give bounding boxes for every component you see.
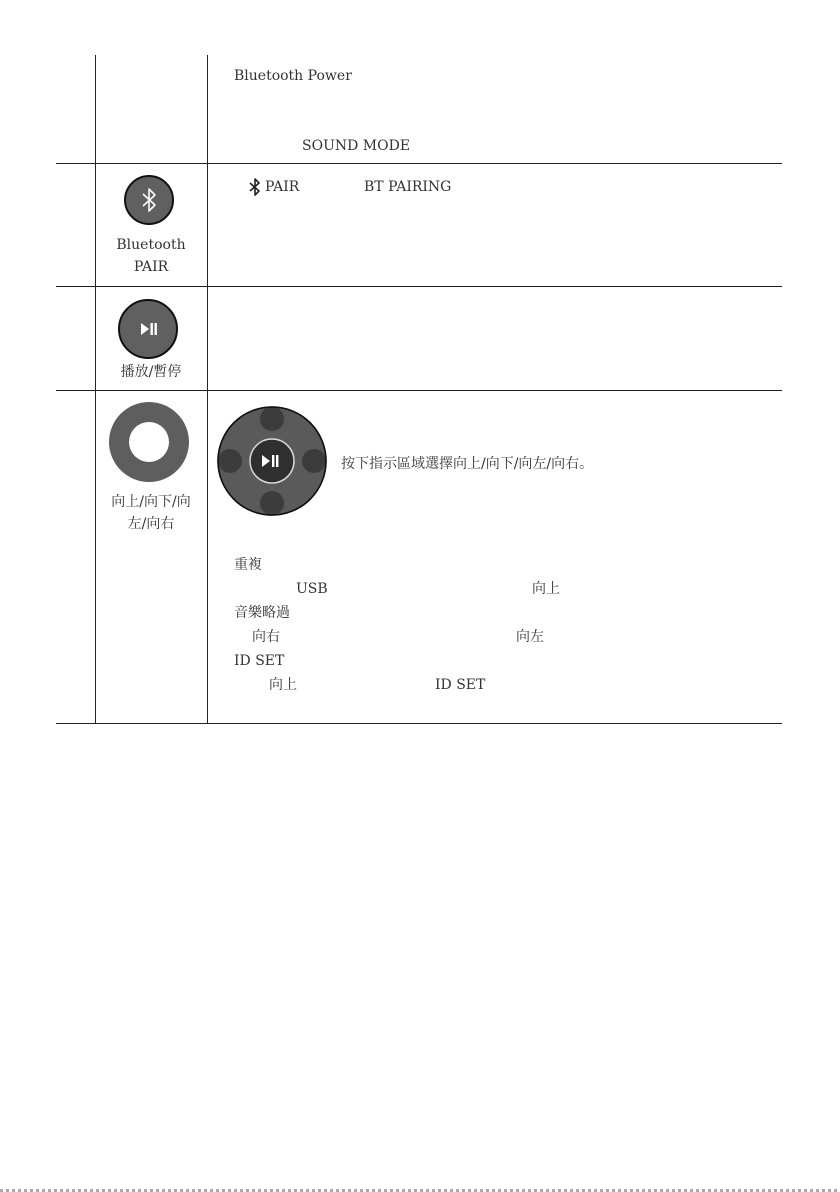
- repeat-up: 向上: [532, 581, 560, 597]
- dpad-right-area: [302, 449, 326, 473]
- function-table: [56, 55, 782, 724]
- row-divider-bottom: [56, 723, 782, 724]
- direction-caption-line1: 向上/向下/向: [111, 494, 191, 510]
- skip-right: 向右: [252, 629, 280, 645]
- bluetooth-power-text: Bluetooth Power: [234, 68, 352, 84]
- bluetooth-caption-line2: PAIR: [133, 259, 169, 275]
- direction-caption: [95, 491, 207, 535]
- bluetooth-icon: [126, 177, 172, 223]
- sound-mode-text: SOUND MODE: [302, 138, 411, 154]
- skip-left: 向左: [516, 629, 544, 645]
- bluetooth-caption-line1: Bluetooth: [116, 237, 186, 253]
- repeat-title: 重複: [234, 557, 262, 573]
- skip-title: 音樂略過: [234, 605, 290, 621]
- repeat-usb: USB: [296, 581, 328, 597]
- bt-pairing-text: BT PAIRING: [364, 179, 452, 195]
- idset-up: 向上: [269, 677, 297, 693]
- bluetooth-inline-icon: [249, 178, 261, 196]
- play-pause-button[interactable]: [118, 299, 178, 359]
- direction-button[interactable]: [109, 402, 189, 482]
- bluetooth-pair-button[interactable]: [124, 175, 174, 225]
- dpad-illustration: [216, 405, 328, 517]
- dpad-down-area: [260, 491, 284, 515]
- dpad-instruction: 按下指示區域選擇向上/向下/向左/向右。: [341, 456, 594, 472]
- row-divider-3: [56, 390, 782, 391]
- direction-caption-line2: 左/向右: [127, 516, 175, 532]
- idset-label: ID SET: [435, 677, 486, 693]
- play-pause-icon: [120, 301, 176, 357]
- direction-button-center: [129, 422, 169, 462]
- row-divider-1: [56, 163, 782, 164]
- pair-text: PAIR: [265, 179, 300, 195]
- bluetooth-pair-caption: [95, 234, 207, 278]
- idset-title: ID SET: [234, 653, 285, 669]
- play-pause-caption: 播放/暫停: [120, 364, 182, 380]
- dpad-up-area: [260, 407, 284, 431]
- row-divider-2: [56, 286, 782, 287]
- dpad-left-area: [218, 449, 242, 473]
